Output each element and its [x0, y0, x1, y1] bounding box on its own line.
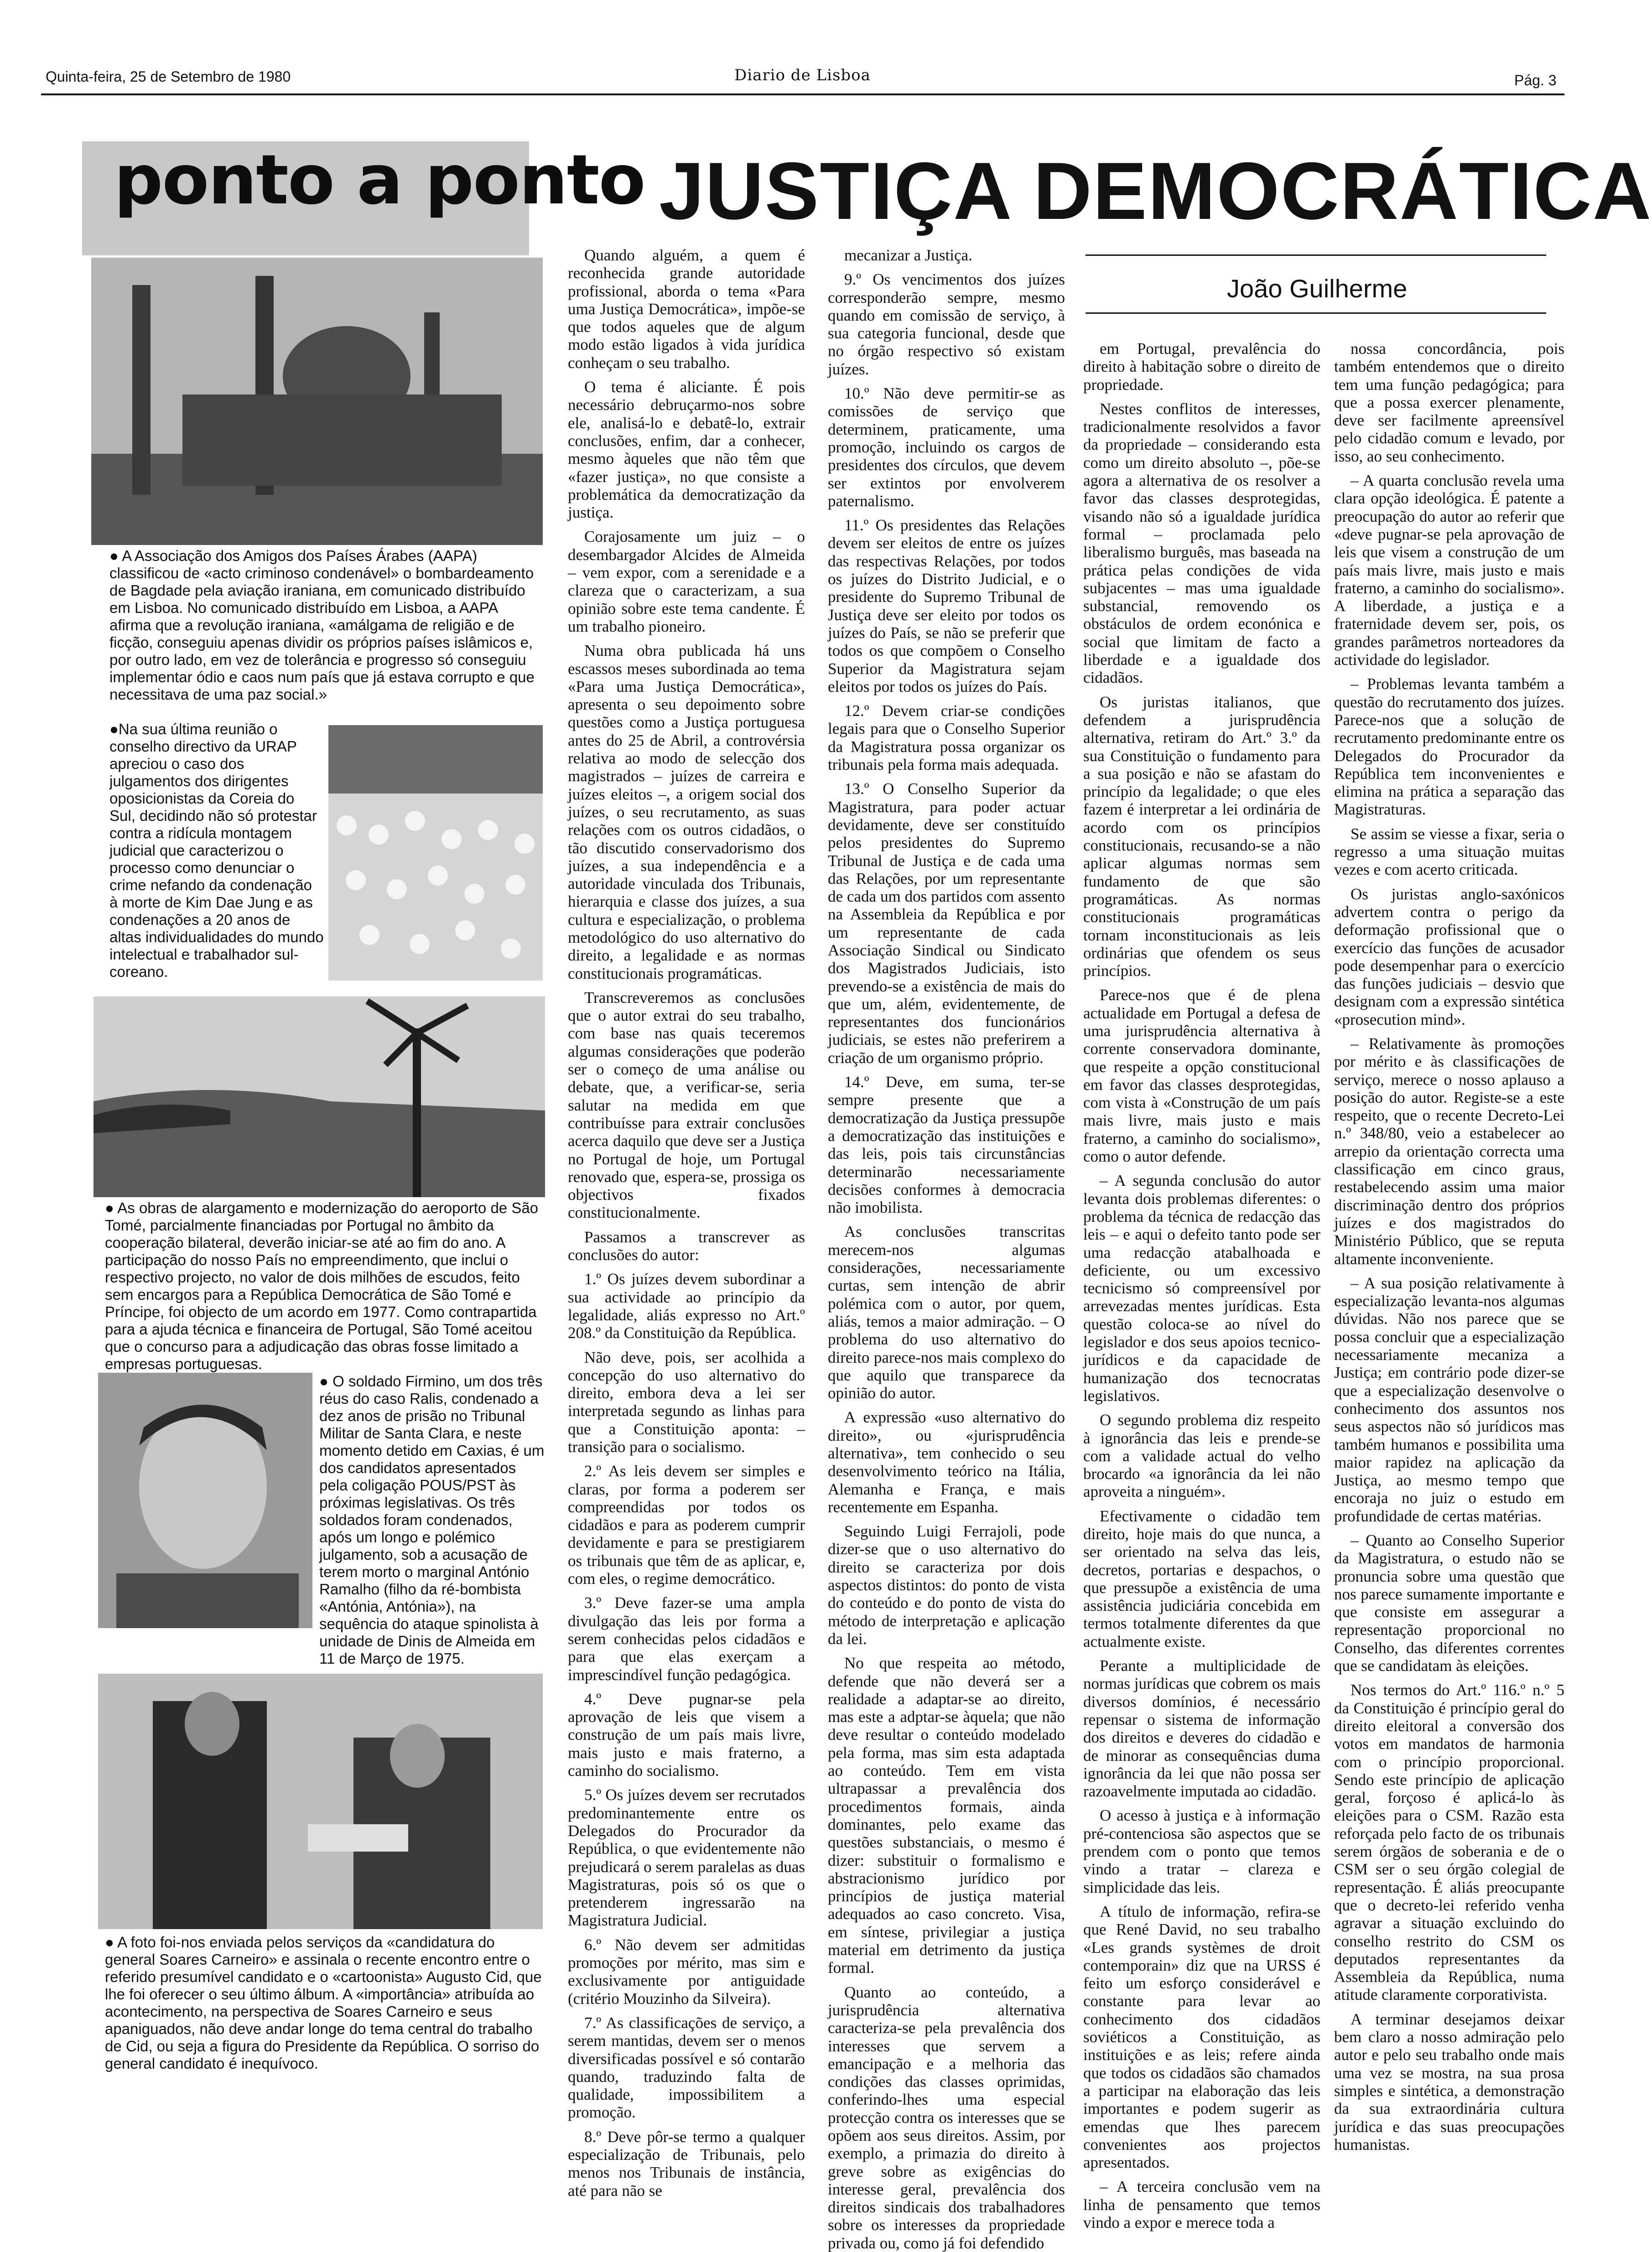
page-number: Pág. 3 — [1514, 72, 1557, 88]
header-date: Quinta-feira, 25 de Setembro de 1980 — [46, 68, 291, 85]
article-column-1: Quando alguém, a quem é reconhecida grande autoridade profissional, aborda o tema «Para uma Justiça Democrática», impõe-se que todos aqueles que de algum modo estão ligados à vida jurídica conheçam o seu trabalho. O tema é aliciante. É pois necessário debruçarmo-nos sobre ele, analisá-lo e debatê-lo, extrair conclusões, enfim, dar a conhecer, mesmo àqueles que não têm que «fazer justiça», no que consiste a problemática da democratização da justiça. Corajosamente um juiz – o desembargador Alcides de Almeida – vem expor, com a serenidade e a clareza que o caracterizam, a sua opinião sobre este tema candente. É um trabalho pioneiro. Numa obra publicada há uns escassos meses subordinada ao tema «Para uma Justiça Democrática», apresenta o seu depoimento sobre questões como a Justiça portuguesa antes do 25 de Abril, a controvérsia relativa ao modo de selecção dos magistrados – juízes de carreira e juízes eleitos –, a origem social dos juízes, o seu recrutamento, as suas relações com os outros cidadãos, o tão discutido conservadorismo dos juízes, a sua independência e a autoridade vinculada dos Tribunais, hierarquia e classe dos juízes, a sua cultura e especialização, o problema metodológico do uso alternativo do direito, a legalidade e as normas constitucionais programáticas. Transcreveremos as conclusões que o autor extrai do seu trabalho, com base nas quais teceremos algumas considerações que poderão ser o começo de uma análise ou debate, que, a verificar-se, seria salutar na medida em que contribuísse para extrair conclusões acerca daquilo que deve ser a Justiça no Portugal de hoje, um Portugal renovado que, espera-se, prossiga os objectivos fixados constitucionalmente. Passamos a transcrever as conclusões do autor: 1.º Os juízes devem subordinar a sua actividade ao princípio da legalidade, aliás expresso no Art.º 208.º da Constituição da República. Não deve, pois, ser acolhida a concepção do uso alternativo do direito, embora deva a lei ser interpretada segundo as linhas para que a Constituição aponta: – transição para o socialismo. 2.º As leis devem ser simples e claras, por forma a poderem ser compreendidas por todos os cidadãos e para as poderem cumprir devidamente e para se prestigiarem os tribunais que têm de as aplicar, e, com eles, o regime democrático. 3.º Deve fazer-se uma ampla divulgação das leis por forma a serem conhecidas pelos cidadãos e para que elas exerçam a imprescindível função pedagógica. 4.º Deve pugnar-se pela aprovação de leis que visem a construção de um país mais livre, mais justo e mais fraterno, a caminho do socialismo. 5.º Os juízes devem ser recrutados predominantemente entre os Delegados do Procurador da República, o que evidentemente não prejudicará o serem paralelas as duas Magistraturas, pois só os que o pretenderem ingressarão na Magistratura Judicial. 6.º Não devem ser admitidas promoções por mérito, mas sim e exclusivamente por antiguidade (critério Mouzinho da Silveira). 7.º As classificações de serviço, a serem mantidas, devem ser o menos diversificadas possível e só contarão quando, traduzindo falta de qualidade, impossibilitem a promoção. 8.º Deve pôr-se termo a qualquer especialização de Tribunais, pelo menos nos Tribunais de instância, até para não se — [568, 246, 805, 2200]
article-author: João Guilherme — [1227, 274, 1408, 303]
photo-palm-beach — [94, 996, 545, 1197]
author-rule-bottom — [1086, 312, 1546, 314]
author-rule-top — [1086, 254, 1546, 256]
header-rule — [41, 93, 1564, 95]
brief-foto: ● A foto foi-nos enviada pelos serviços da «candidatura do general Soares Carneiro» e assinala o recente encontro entre o referido presumível candidato e o «cartoonista» Augusto Cid, que lhe foi oferecer o seu último álbum. A «importância» atribuída ao acontecimento, na perspectiva de Soares Carneiro e seus apaniguados, não deve andar longe do tema central do trabalho de Cid, ou seja a figura do Presidente da República. O sorriso do general candidato é inequívoco. — [105, 1934, 542, 2072]
article-column-3: em Portugal, prevalência do direito à habitação sobre o direito de propriedade. Nestes conflitos de interesses, tradicionalmente resolvidos a favor da propriedade – considerando esta como um direito absoluto –, põe-se agora a alternativa de os resolver a favor das classes desprotegidas, visando não só a igualdade jurídica formal – proclamada pelo liberalismo burguês, mas baseada na prática pelas condições de vida subjacentes – mas uma igualdade substancial, removendo os obstáculos de ordem econónica e social que limitam de facto a liberdade e a igualdade dos cidadãos. Os juristas italianos, que defendem a jurisprudência alternativa, retiram do Art.º 3.º da sua Constituição o fundamento para a sua posição e não se afastam do princípio da legalidade; o que eles fazem é interpretar a lei ordinária de acordo com os princípios constitucionais, recusando-se a não aplicar algumas normas sem fundamento de que são programáticas. As normas constitucionais programáticas tornam inconstitucionais as leis ordinárias que ofendem os seus princípios. Parece-nos que é de plena actualidade em Portugal a defesa de uma jurisprudência alternativa à corrente conservadora dominante, que respeite a opção constitucional em favor das classes desprotegidas, com vista à «Construção de um país mais livre, mais justo e mais fraterno, a caminho do socialismo», como o autor defende. – A segunda conclusão do autor levanta dois problemas diferentes: o problema da técnica de redacção das leis – e aqui o defeito tanto pode ser uma redacção atabalhoada e deficiente, ou um excessivo tecnicismo só compreensível por arrevezadas mentes jurídicas. Esta questão coloca-se ao nível do legislador e dos seus apoios tecnico-jurídicos e da capacidade de humanização dos tecnocratas legislativos. O segundo problema diz respeito à ignorância das leis e prende-se com a validade actual do velho brocardo «a ignorância da lei não aproveita a ninguém». Efectivamente o cidadão tem direito, hoje mais do que nunca, a ser orientado na selva das leis, decretos, portarias e despachos, o que pressupõe a existência de uma assistência judiciária concebida em termos totalmente diferentes da que actualmente existe. Perante a multiplicidade de normas jurídicas que cobrem os mais diversos domínios, é necessário repensar o sistema de informação dos direitos e deveres do cidadão e de minorar as consequências duma ignorância da lei que não possa ser razoavelmente imputada ao cidadão. O acesso à justiça e à informação pré-contenciosa são aspectos que se prendem com o ponto que temos vindo a tratar – clareza e simplicidade das leis. A título de informação, refira-se que René David, no seu trabalho «Les grands systèmes de droit contemporain» diz que na URSS é feito um esforço considerável e constante para levar ao conhecimento dos cidadãos soviéticos a Constituição, as instituições e as leis; refere ainda que todos os cidadãos são chamados a participar na elaboração das leis importantes e podem sugerir as emendas que lhes parecem convenientes aos projectos apresentados. – A terceira conclusão vem na linha de pensamento que temos vindo a expor e merece toda a — [1083, 340, 1321, 2231]
masthead: Diario de Lisboa — [734, 66, 871, 84]
section-title: ponto a ponto — [114, 140, 645, 220]
brief-aeroporto: ● As obras de alargamento e modernização do aeroporto de São Tomé, parcialmente financiadas por Portugal no âmbito da cooperação bilateral, deverão iniciar-se até ao fim do ano. A participação do nosso País no empreendimento, que inclui o respectivo projecto, no valor de dois milhões de escudos, feito sem encargos para a República Democrática de São Tomé e Príncipe, foi objecto de um acordo em 1977. Como contrapartida para a ajuda técnica e financeira de Portugal, São Tomé aceitou que o concurso para a adjudicação das obras fosse limitado a empresas portuguesas. — [105, 1199, 539, 1372]
photo-crowd — [328, 725, 543, 981]
article-title: JUSTIÇA DEMOCRÁTICA — [659, 145, 1652, 236]
photo-meeting — [98, 1674, 543, 1929]
photo-mosque — [91, 258, 543, 545]
brief-aapa: ● A Associação dos Amigos dos Países Árabes (AAPA) classificou de «acto criminoso condenável» o bombardeamento de Bagdade pela aviação iraniana, em comunicado distribuído em Lisboa. No comunicado distribuído em Lisboa, a AAPA afirma que a revolução iraniana, «amálgama de religião e de ficção, conseguiu apenas dividir os próprios países islâmicos e, por outro lado, em vez de tolerância e progresso só conseguiu implementar ódio e caos num país que já estava corrupto e que necessitava de uma paz social.» — [109, 547, 535, 703]
brief-firmino: ● O soldado Firmino, um dos três réus do caso Ralis, condenado a dez anos de prisão no Tribunal Militar de Santa Clara, e neste momento detido em Caxias, é um dos candidatos apresentados pela coligação POUS/PST às próximas legislativas. Os três soldados foram condenados, após um longo e polémico julgamento, sob a acusação de terem morto o marginal António Ramalho (filho da ré-bombista «Antónia, Antónia»), na sequência do ataque spinolista à unidade de Dinis de Almeida em 11 de Março de 1975. — [319, 1373, 545, 1667]
article-column-2: mecanizar a Justiça. 9.º Os vencimentos dos juízes corresponderão sempre, mesmo quando em comissão de serviço, à sua categoria funcional, desde que no órgão respectivo só existam juízes. 10.º Não deve permitir-se as comissões de serviço que determinem, praticamente, uma promoção, incluindo os cargos de presidentes dos círculos, que devem ser extintos por envolverem paternalismo. 11.º Os presidentes das Relações devem ser eleitos de entre os juízes das respectivas Relações, por todos os juízes do Distrito Judicial, e o presidente do Supremo Tribunal de Justiça deve ser eleito por todos os juízes do País, se não se preferir que todos os que compõem o Conselho Superior da Magistratura sejam eleitos por todos os juízes do País. 12.º Devem criar-se condições legais para que o Conselho Superior da Magistratura possa organizar os tribunais pela forma mais adequada. 13.º O Conselho Superior da Magistratura, para poder actuar devidamente, deve ser constituído pelos presidentes do Supremo Tribunal de Justiça e de cada uma das Relações, por um representante de cada um dos partidos com assento na Assembleia da República e por um representante de cada Associação Sindical ou Sindicato dos Magistrados Judiciais, isto prevendo-se a existência de mais do que um, além, evidentemente, de representantes dos funcionários judiciais, se estes não preferirem a criação de um organismo próprio. 14.º Deve, em suma, ter-se sempre presente que a democratização da Justiça pressupõe a democratização das instituições e das leis, pois tais circunstâncias determinarão necessariamente decisões conformes à democracia não imobilista. As conclusões transcritas merecem-nos algumas considerações, necessariamente curtas, sem intenção de abrir polémica com o autor, por quem, aliás, temos a maior admiração. – O problema do uso alternativo do direito parece-nos mais complexo do que aquilo que transparece da opinião do autor. A expressão «uso alternativo do direito», ou «jurisprudência alternativa», tem conhecido o seu desenvolvimento teórico na Itália, Alemanha e França, e mais recentemente em Espanha. Seguindo Luigi Ferrajoli, pode dizer-se que o uso alternativo do direito se caracteriza por dois aspectos distintos: do ponto de vista do conteúdo e do ponto de vista do método de interpretação e aplicação da lei. No que respeita ao método, defende que não deverá ser a realidade a adaptar-se ao direito, mas este a adptar-se àquela; que não deve resultar o conteúdo modelado pela forma, mas sim esta adaptada ao conteúdo. Tem em vista ultrapassar a prevalência dos procedimentos formais, ainda dominantes, pelo exame das questões substanciais, o mesmo é dizer: substituir o formalismo e abstracionismo jurídico por princípios de justiça material adequados ao caso concreto. Visa, em síntese, privilegiar a justiça material em detrimento da justiça formal. Quanto ao conteúdo, a jurisprudência alternativa caracteriza-se pela prevalência dos interesses que servem a emancipação e a melhoria das condições das classes oprimidas, conferindo-lhes uma especial protecção contra os interesses que se opõem aos seus direitos. Assim, por exemplo, a primazia do direito à greve sobre as exigências do interesse geral, prevalência dos direitos sindicais dos trabalhadores sobre os interesses da propriedade privada ou, como já foi defendido — [828, 246, 1065, 2252]
brief-urap: ●Na sua última reunião o conselho directivo da URAP apreciou o caso dos julgamentos dos dirigentes oposicionistas da Coreia do Sul, decidindo não só protestar contra a ridícula montagem judicial que caracterizou o processo como denunciar o crime nefando da condenação à morte de Kim Dae Jung e as condenações a 20 anos de altas individualidades do mundo intelectual e trabalhador sul-coreano. — [109, 721, 324, 980]
photo-firmino — [98, 1373, 312, 1628]
article-column-4: nossa concordância, pois também entendemos que o direito tem uma função pedagógica; para que a possa exercer plenamente, deve ser facilmente apreensível pelo cidadão comum e levado, por isso, ao seu conhecimento. – A quarta conclusão revela uma clara opção ideológica. É patente a preocupação do autor ao referir que «deve pugnar-se pela aprovação de leis que visem a construção de um país mais livre, mais justo e mais fraterno, a caminho do socialismo». A liberdade, a justiça e a fraternidade devem ser, pois, os grandes parâmetros norteadores da actividade do legislador. – Problemas levanta também a questão do recrutamento dos juízes. Parece-nos que a solução de recrutamento predominante entre os Delegados do Procurador da República tem inconvenientes e elimina na prática a separação das Magistraturas. Se assim se viesse a fixar, seria o regresso a uma situação muitas vezes e com acerto criticada. Os juristas anglo-saxónicos advertem contra o perigo da deformação profissional que o exercício das funções de acusador pode desempenhar para o exercício das funções judiciais – desvio que designam com a expressão sintética «prosecution mind». – Relativamente às promoções por mérito e às classificações de serviço, merece o nosso aplauso a posição do autor. Registe-se a este respeito, que o recente Decreto-Lei n.º 348/80, veio a estabelecer ao arrepio da orientação correcta uma classificação em cinco graus, restabelecendo assim uma maior discriminação dentro dos próprios juízes e dos magistrados do Ministério Público, que se reputa altamente inconveniente. – A sua posição relativamente à especialização levanta-nos algumas dúvidas. Não nos parece que se possa concluir que a especialização necessariamente mecaniza a Justiça; em contrário pode dizer-se que a especialização desenvolve o conhecimento dos assuntos nos seus aspectos não só jurídicos mas também humanos e possibilita uma maior rapidez na aplicação da Justiça, ao mesmo tempo que encoraja no juiz o estudo em profundidade de certas matérias. – Quanto ao Conselho Superior da Magistratura, o estudo não se pronuncia sobre uma questão que nos parece sumamente importante e que consiste em assegurar a representação proporcional no Conselho, das diferentes correntes que se candidatam às eleições. Nos termos do Art.º 116.º n.º 5 da Constituição é princípio geral do direito eleitoral a conversão dos votos em mandatos de harmonia com o princípio proporcional. Sendo este princípio de aplicação geral, forçoso é aplicá-lo às eleições para o CSM. Razão esta reforçada pelo facto de os tribunais serem órgãos de soberania e de o CSM ser o seu órgão colegial de representação. É aliás preocupante que o decreto-lei referido venha agravar a situação excluindo do conselho restrito do CSM os deputados representantes da Assembleia da República, numa atitude claramente corporativista. A terminar desejamos deixar bem claro a nosso admiração pelo autor e pelo seu trabalho onde mais uma vez se mostra, na sua prosa simples e sintética, a demonstração da sua extraordinária cultura jurídica e das suas preocupações humanistas. — [1334, 340, 1564, 2153]
